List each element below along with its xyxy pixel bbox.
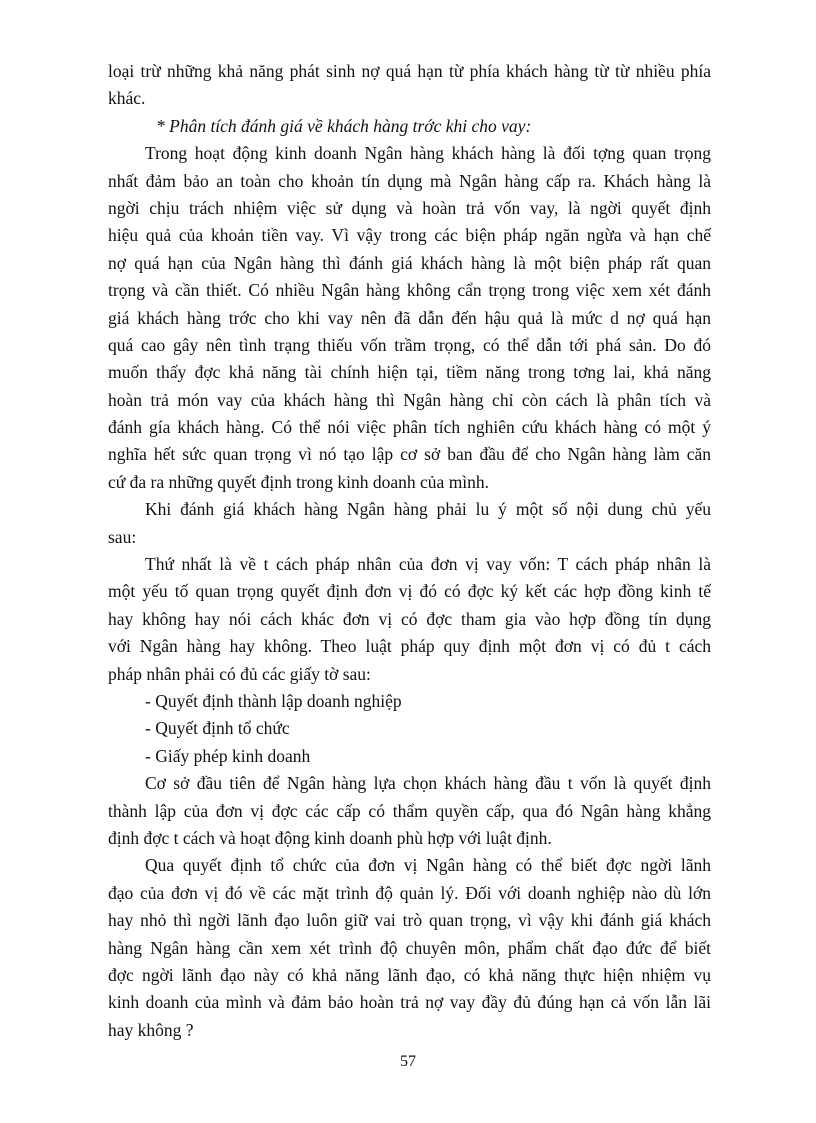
- text-line: đạo của đơn vị đó về các mặt trình độ quản lý. Đối với doanh nghiệp nào dù lớn: [108, 882, 711, 903]
- text-line: giá khách hàng trớc cho khi vay nên đã dẫn đến hậu quả là mức d nợ quá hạn: [108, 307, 711, 328]
- list-item: - Quyết định tổ chức: [145, 718, 290, 739]
- text-line: Thứ nhất là về t cách pháp nhân của đơn vị vay vốn: T cách pháp nhân là: [145, 554, 711, 575]
- text-line: định đợc t cách và hoạt động kinh doanh phù hợp với luật định.: [108, 827, 552, 848]
- text-line: sau:: [108, 526, 137, 547]
- text-line: nhất đảm bảo an toàn cho khoản tín dụng mà Ngân hàng cấp ra. Khách hàng là: [108, 170, 711, 191]
- section-heading: * Phân tích đánh giá về khách hàng trớc khi cho vay:: [156, 115, 532, 136]
- text-line: cứ đa ra những quyết định trong kinh doanh của mình.: [108, 471, 490, 492]
- text-line: thành lập của đơn vị đợc các cấp có thẩm quyền cấp, qua đó Ngân hàng khẳng: [108, 800, 711, 821]
- page-number: 57: [400, 1053, 416, 1070]
- text-line: hiệu quả của khoản tiền vay. Vì vậy trong các biện pháp ngăn ngừa và hạn chế: [108, 225, 711, 246]
- text-line: Cơ sở đầu tiên để Ngân hàng lựa chọn khách hàng đầu t vốn là quyết định: [145, 773, 711, 794]
- text-line: muốn thấy đợc khả năng tài chính hiện tại, tiềm năng trong tơng lai, khả năng: [108, 362, 711, 383]
- text-line: khác.: [108, 88, 146, 109]
- text-line: loại trừ những khả năng phát sinh nợ quá hạn từ phía khách hàng từ từ nhiều phía: [108, 61, 711, 81]
- text-line: hay không hay nói cách khác đơn vị có đợc tham gia vào hợp đồng tín dụng: [108, 608, 711, 629]
- text-line: nghĩa hết sức quan trọng vì nó tạo lập cơ sở ban đầu để cho Ngân hàng làm căn: [108, 444, 711, 465]
- text-line: nợ quá hạn của Ngân hàng thì đánh giá khách hàng là một biện pháp rất quan: [108, 252, 711, 273]
- text-line: trọng và cần thiết. Có nhiều Ngân hàng không cẩn trọng trong việc xem xét đánh: [108, 280, 711, 301]
- document-body: [108, 58, 711, 1044]
- text-line: một yếu tố quan trọng quyết định đơn vị đó có đợc ký kết các hợp đồng kinh tế: [108, 581, 711, 602]
- text-line: Khi đánh giá khách hàng Ngân hàng phải lu ý một số nội dung chủ yếu: [145, 499, 711, 520]
- text-line: ngời chịu trách nhiệm việc sử dụng và hoàn trả vốn vay, là ngời quyết định: [108, 197, 711, 218]
- text-line: hoàn trả món vay của khách hàng thì Ngân hàng chỉ còn cách là phân tích và: [108, 389, 711, 410]
- text-line: hàng Ngân hàng cần xem xét trình độ chuyên môn, phẩm chất đạo đức để biết: [108, 937, 711, 958]
- text-line: kinh doanh của mình và đảm bảo hoàn trả nợ vay đầy đủ đúng hạn cả vốn lẫn lãi: [108, 992, 711, 1013]
- text-line: hay không ?: [108, 1019, 194, 1040]
- text-line: Qua quyết định tổ chức của đơn vị Ngân hàng có thể biết đợc ngời lãnh: [145, 855, 711, 876]
- text-line: pháp nhân phải có đủ các giấy tờ sau:: [108, 663, 371, 684]
- text-line: quá cao gây nên tình trạng thiếu vốn trầm trọng, có thể dẫn tới phá sản. Do đó: [108, 334, 711, 355]
- text-line: Trong hoạt động kinh doanh Ngân hàng khách hàng là đối tợng quan trọng: [145, 143, 711, 164]
- text-line: với Ngân hàng hay không. Theo luật pháp quy định một đơn vị có đủ t cách: [108, 636, 711, 657]
- text-line: đợc ngời lãnh đạo này có khả năng lãnh đạo, có khả năng thực hiện nhiệm vụ: [108, 964, 711, 985]
- list-item: - Giấy phép kinh doanh: [145, 745, 311, 766]
- list-item: - Quyết định thành lập doanh nghiệp: [145, 690, 402, 711]
- text-line: đánh gía khách hàng. Có thể nói việc phân tích nghiên cứu khách hàng có một ý: [108, 417, 711, 438]
- text-line: hay nhỏ thì ngời lãnh đạo luôn giữ vai trò quan trọng, vì vậy khi đánh giá khách: [108, 910, 711, 931]
